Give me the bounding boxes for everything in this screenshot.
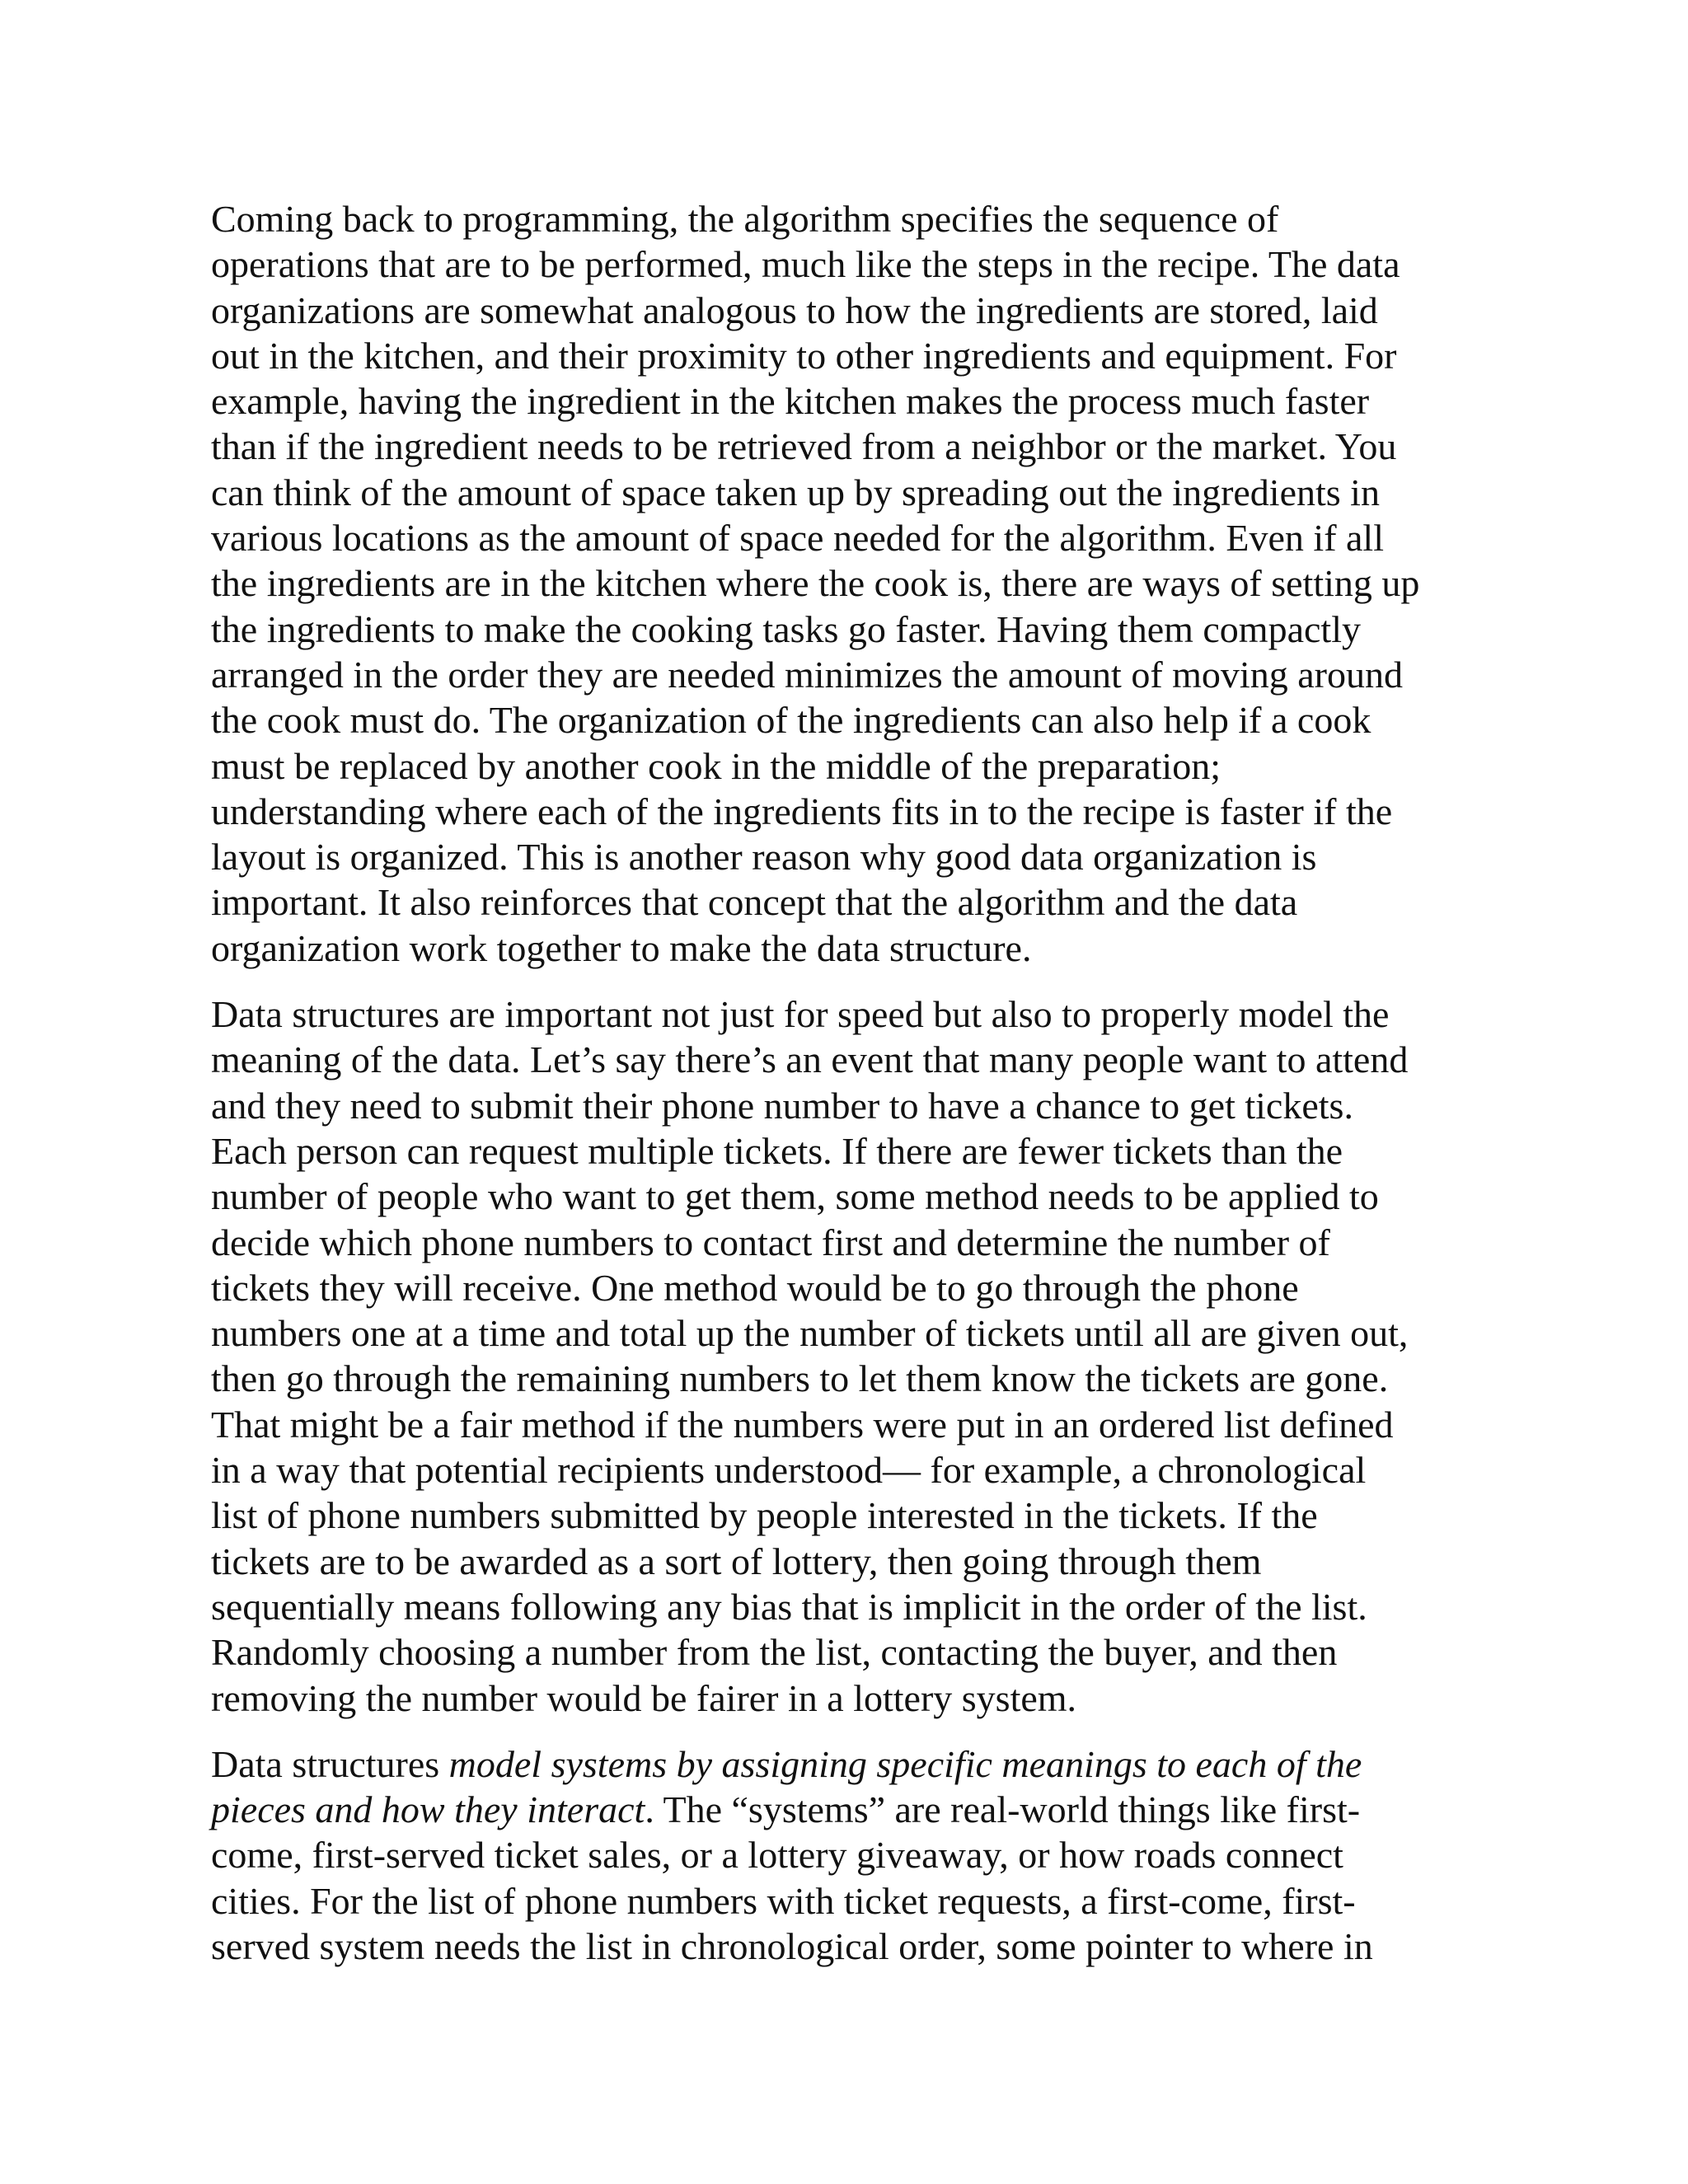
text-line: Randomly choosing a number from the list, contacting the buyer, and then — [211, 1631, 1338, 1674]
text-line: arranged in the order they are needed minimizes the amount of moving around — [211, 653, 1403, 696]
text-run: . The “systems” are real-world things like first- — [645, 1788, 1361, 1831]
text-line: layout is organized. This is another reason why good data organization is — [211, 836, 1317, 879]
text-line: number of people who want to get them, some method needs to be applied to — [211, 1175, 1379, 1218]
text-line: tickets are to be awarded as a sort of lottery, then going through them — [211, 1540, 1262, 1582]
text-line — [211, 1787, 1503, 1832]
text-line: in a way that potential recipients understood— for example, a chronological — [211, 1449, 1367, 1492]
paragraph-modeling-systems — [211, 1741, 1503, 1969]
text-line: the ingredients are in the kitchen where the cook is, there are ways of setting up — [211, 562, 1420, 605]
text-line: That might be a fair method if the numbers were put in an ordered list defined — [211, 1403, 1394, 1446]
text-line: can think of the amount of space taken up by spreading out the ingredients in — [211, 471, 1380, 513]
text-line: meaning of the data. Let’s say there’s an event that many people want to attend — [211, 1038, 1409, 1081]
text-line: organizations are somewhat analogous to how the ingredients are stored, laid — [211, 288, 1378, 331]
text-line: served system needs the list in chronological order, some pointer to where in — [211, 1924, 1373, 1967]
text-line: cities. For the list of phone numbers with ticket requests, a first-come, first- — [211, 1879, 1356, 1922]
text-run: Data structures — [211, 1742, 449, 1785]
text-line: sequentially means following any bias that is implicit in the order of the list. — [211, 1585, 1367, 1628]
text-line: the cook must do. The organization of the ingredients can also help if a cook — [211, 699, 1372, 742]
text-line: Coming back to programming, the algorithm specifies the sequence of — [211, 198, 1279, 240]
italic-text-run: pieces and how they interact — [211, 1788, 645, 1831]
italic-text-run: model systems by assigning specific meanings to each of the — [448, 1742, 1362, 1785]
text-line: come, first-served ticket sales, or a lottery giveaway, or how roads connect — [211, 1834, 1343, 1877]
text-line: out in the kitchen, and their proximity to other ingredients and equipment. For — [211, 334, 1397, 377]
text-line: important. It also reinforces that concept that the algorithm and the data — [211, 881, 1298, 924]
text-line: the ingredients to make the cooking tasks go faster. Having them compactly — [211, 607, 1361, 650]
text-line: tickets they will receive. One method would be to go through the phone — [211, 1266, 1299, 1309]
text-line: decide which phone numbers to contact first and determine the number of — [211, 1221, 1330, 1263]
text-line: Data structures are important not just for speed but also to properly model the — [211, 993, 1390, 1036]
body-text — [211, 196, 1503, 1969]
text-line: understanding where each of the ingredients fits in to the recipe is faster if the — [211, 790, 1393, 832]
text-line: Each person can request multiple tickets. If there are fewer tickets than the — [211, 1129, 1343, 1172]
text-line: numbers one at a time and total up the number of tickets until all are given out, — [211, 1312, 1409, 1355]
text-line: and they need to submit their phone number to have a chance to get tickets. — [211, 1084, 1353, 1127]
text-line: must be replaced by another cook in the middle of the preparation; — [211, 744, 1221, 787]
text-line: various locations as the amount of space needed for the algorithm. Even if all — [211, 517, 1384, 560]
text-line — [211, 1741, 1503, 1787]
paragraph-recipe-analogy — [211, 196, 1503, 971]
text-line: removing the number would be fairer in a lottery system. — [211, 1676, 1077, 1719]
text-line: operations that are to be performed, much like the steps in the recipe. The data — [211, 243, 1400, 286]
text-line: example, having the ingredient in the kitchen makes the process much faster — [211, 380, 1370, 423]
text-line: then go through the remaining numbers to let them know the tickets are gone. — [211, 1357, 1389, 1400]
paragraph-ticket-example — [211, 991, 1503, 1721]
text-line: list of phone numbers submitted by people interested in the tickets. If the — [211, 1494, 1318, 1537]
text-line: organization work together to make the data structure. — [211, 926, 1032, 969]
text-line: than if the ingredient needs to be retrieved from a neighbor or the market. You — [211, 425, 1397, 468]
